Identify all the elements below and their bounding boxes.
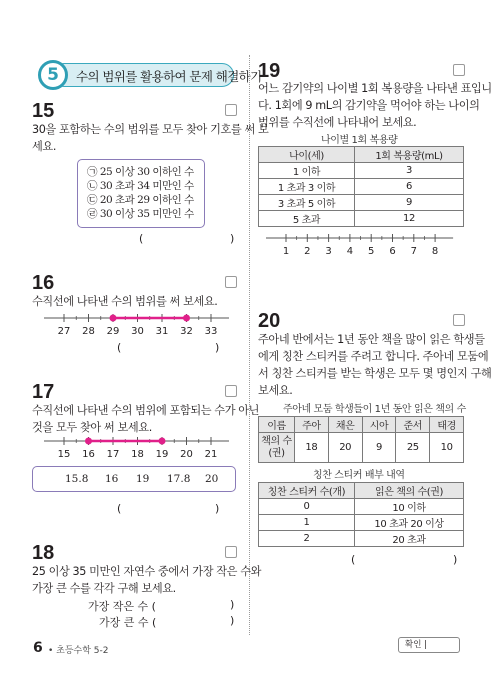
section-title: 수의 범위를 활용하여 문제 해결하기: [76, 69, 262, 84]
q17-number-line: [40, 433, 240, 463]
q16-tick-label: 29: [106, 326, 120, 337]
q20-table2-header: 칭찬 스티커 수(개): [259, 483, 355, 499]
q16-number-line: [40, 310, 240, 340]
table-row: [259, 211, 464, 227]
q20-books-range-cell: 10 초과 20 이상: [355, 515, 464, 531]
q18-smallest-label: 가장 작은 수 (: [88, 600, 156, 613]
q16-tick-label: 30: [131, 326, 144, 337]
q19-table-caption: 나이별 1회 복용량: [321, 135, 398, 146]
q15-option: ㉡ 30 초과 34 미만인 수: [87, 180, 194, 192]
q17-range-start-point: [86, 438, 92, 444]
q17-tick-label: 18: [131, 449, 144, 460]
page-number: 6: [33, 640, 43, 656]
q20-table1-header: 채은: [328, 417, 362, 433]
q16-tick-label: 33: [204, 326, 218, 337]
q19-tick-label: 7: [410, 246, 417, 257]
q19-age-cell: 3 초과 5 이하: [259, 195, 355, 211]
q20-table1-header: 주아: [295, 417, 329, 433]
q20-table1-header: 시아: [362, 417, 396, 433]
q17-text-line2: 것을 모두 찾아 써 보세요.: [32, 421, 152, 434]
q20-table2-caption: 칭찬 스티커 배부 내역: [313, 470, 405, 481]
q19-text-line1: 어느 감기약의 나이별 1회 복용량을 나타낸 표입니: [258, 82, 492, 95]
q18-smallest-close[interactable]: ): [230, 598, 235, 611]
q17-number-item: 20: [205, 473, 219, 485]
q19-dose-cell: 6: [355, 179, 464, 195]
q15-text-line2: 세요.: [32, 140, 56, 153]
book-title: • 초등수학 5-2: [48, 646, 109, 656]
q16-tick-label: 32: [180, 326, 193, 337]
q19-age-cell: 1 이하: [259, 163, 355, 179]
table-row: [259, 515, 464, 531]
q20-table1-header: 태경: [430, 417, 464, 433]
q16-tick-label: 28: [82, 326, 95, 337]
q19-dose-cell: 12: [355, 211, 464, 227]
q19-text-line3: 범위를 수직선에 나타내어 보세요.: [258, 116, 417, 129]
q20-books-range-cell: 20 초과: [355, 531, 464, 547]
section-number: 5: [38, 60, 68, 90]
q16-text: 수직선에 나타낸 수의 범위를 써 보세요.: [32, 295, 218, 308]
q17-number-box: [32, 466, 236, 492]
table-row: [259, 499, 464, 515]
q17-number-item: 19: [136, 473, 150, 485]
section-banner: [38, 60, 262, 90]
q19-tick-label: 4: [346, 246, 354, 257]
q17-text-line1: 수직선에 나타낸 수의 범위에 포함되는 수가 아닌: [32, 404, 260, 417]
q18-checkbox[interactable]: [225, 546, 237, 558]
q15-option: ㉢ 20 초과 29 이하인 수: [87, 194, 194, 206]
q16-answer-open: (: [117, 341, 122, 354]
q15-answer-close[interactable]: ): [230, 232, 235, 245]
column-divider: [249, 55, 250, 635]
q20-books-cell: 20: [328, 433, 362, 463]
q20-sticker-cell: 2: [259, 531, 355, 547]
table-row: [259, 179, 464, 195]
q15-option: ㉠ 25 이상 30 이하인 수: [87, 166, 194, 178]
q17-tick-label: 17: [106, 449, 120, 460]
q17-answer-open: (: [117, 502, 122, 515]
q19-dose-cell: 9: [355, 195, 464, 211]
q17-number-item: 16: [105, 473, 119, 485]
q17-range-end-point: [159, 438, 165, 444]
q18-largest-close[interactable]: ): [230, 614, 235, 627]
q19-tick-label: 6: [389, 246, 396, 257]
q16-tick-label: 31: [155, 326, 169, 337]
q19-number: 19: [258, 60, 281, 82]
q16-tick-label: 27: [57, 326, 71, 337]
q16-number: 16: [32, 272, 55, 294]
q17-tick-label: 15: [57, 449, 71, 460]
q20-books-cell: 10: [430, 433, 464, 463]
q18-largest-label: 가장 큰 수 (: [99, 616, 157, 629]
q15-text-line1: 30을 포함하는 수의 범위를 모두 찾아 기호를 써 보: [32, 123, 269, 136]
q20-table2-header: 읽은 책의 수(권): [355, 483, 464, 499]
q20-text-line3: 서 칭찬 스티커를 받는 학생은 모두 몇 명인지 구해: [258, 367, 492, 380]
q19-checkbox[interactable]: [453, 64, 465, 76]
q20-sticker-table: [258, 482, 464, 547]
table-row: [259, 195, 464, 211]
q20-text-line2: 에게 칭찬 스티커를 주려고 합니다. 주아네 모둠에: [258, 350, 489, 363]
q20-books-cell: 18: [295, 433, 329, 463]
q17-answer-close[interactable]: ): [215, 502, 220, 515]
q19-dosage-table: [258, 146, 464, 227]
q20-books-table: [258, 416, 464, 463]
table-row: [259, 433, 464, 463]
q17-number-item: 17.8: [167, 473, 191, 485]
table-row: [259, 531, 464, 547]
q20-row-label-line2: (권): [268, 447, 285, 459]
q20-books-range-cell: 10 이하: [355, 499, 464, 515]
q18-text-line1: 25 이상 35 미만인 자연수 중에서 가장 작은 수와: [32, 565, 262, 578]
q20-books-cell: 9: [362, 433, 396, 463]
q19-dose-cell: 3: [355, 163, 464, 179]
q19-tick-label: 1: [282, 246, 290, 257]
q20-answer-open: (: [351, 553, 356, 566]
q20-table1-row-label: [259, 433, 295, 463]
q19-number-line[interactable]: [262, 230, 462, 260]
q20-sticker-cell: 1: [259, 515, 355, 531]
q16-checkbox[interactable]: [225, 276, 237, 288]
q16-answer-close[interactable]: ): [215, 341, 220, 354]
table-row: [259, 163, 464, 179]
q15-answer-open: (: [139, 232, 144, 245]
q20-table1-header: 준서: [396, 417, 430, 433]
q16-range-start-point: [110, 315, 116, 321]
q17-number: 17: [32, 381, 55, 403]
q15-option: ㉣ 30 이상 35 미만인 수: [87, 208, 194, 220]
q20-text-line1: 주아네 반에서는 1년 동안 책을 많이 읽은 학생들: [258, 333, 485, 346]
q19-table-header: 나이(세): [259, 147, 355, 163]
q19-age-cell: 1 초과 3 이하: [259, 179, 355, 195]
q18-number: 18: [32, 542, 55, 564]
q19-tick-label: 3: [325, 246, 332, 257]
q17-tick-label: 19: [155, 449, 169, 460]
q20-table1-header: 이름: [259, 417, 295, 433]
q17-number-item: 15.8: [65, 473, 89, 485]
q20-answer-close[interactable]: ): [453, 553, 458, 566]
q15-checkbox[interactable]: [225, 104, 237, 116]
confirm-box[interactable]: 확인 |: [398, 637, 460, 653]
q20-number: 20: [258, 310, 281, 332]
q17-checkbox[interactable]: [225, 385, 237, 397]
q16-range-end-point: [184, 315, 190, 321]
q20-text-line4: 보세요.: [258, 384, 293, 397]
q20-books-cell: 25: [396, 433, 430, 463]
q17-tick-label: 20: [180, 449, 193, 460]
q19-tick-label: 2: [304, 246, 311, 257]
q19-tick-label: 5: [368, 246, 375, 257]
q19-tick-label: 8: [431, 246, 439, 257]
q15-number: 15: [32, 100, 55, 122]
q17-tick-label: 16: [82, 449, 95, 460]
q18-text-line2: 가장 큰 수를 각각 구해 보세요.: [32, 582, 176, 595]
q20-sticker-cell: 0: [259, 499, 355, 515]
q17-tick-label: 21: [204, 449, 218, 460]
q15-options-box: [77, 159, 205, 228]
q19-text-line2: 다. 1회에 9 mL의 감기약을 먹어야 하는 나이의: [258, 99, 480, 112]
q20-row-label-line1: 책의 수: [261, 435, 292, 447]
q19-age-cell: 5 초과: [259, 211, 355, 227]
q20-checkbox[interactable]: [453, 314, 465, 326]
q19-table-header: 1회 복용량(mL): [355, 147, 464, 163]
q20-table1-caption: 주아네 모둠 학생들이 1년 동안 읽은 책의 수: [283, 404, 466, 415]
